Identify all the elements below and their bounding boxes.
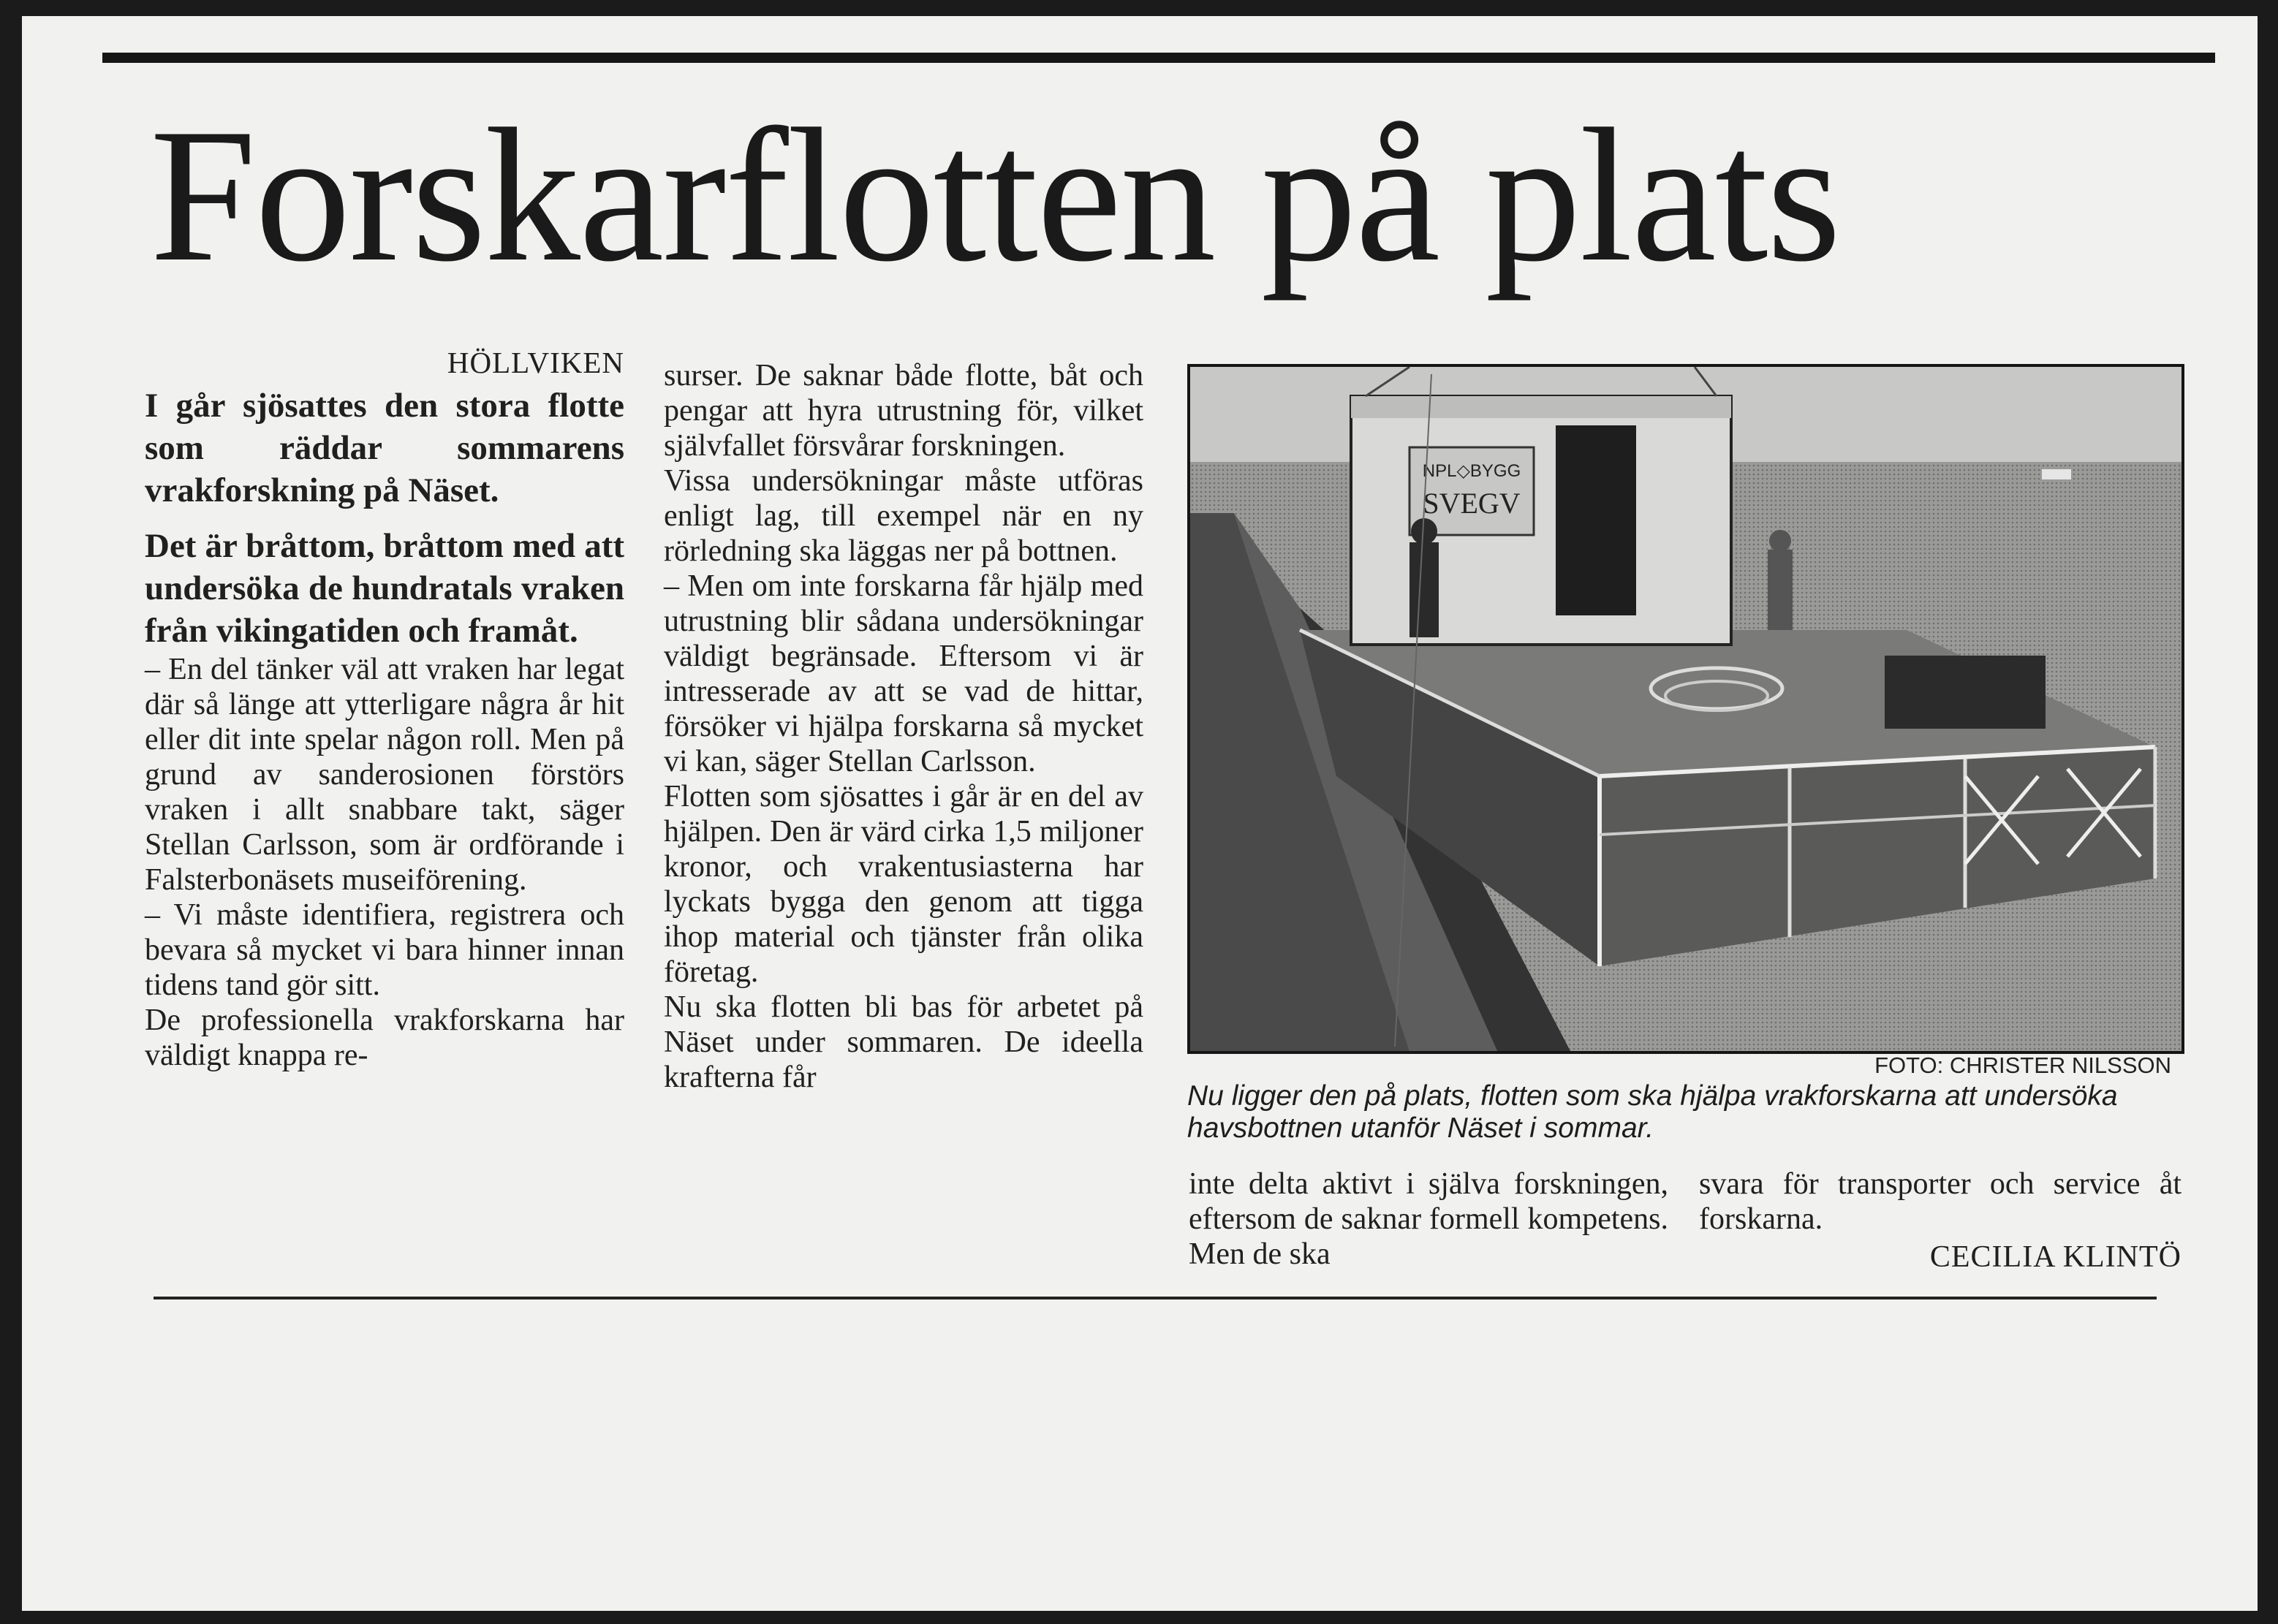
paragraph: inte delta aktivt i själva forskningen, eftersom de saknar formell kompetens. Men de ska	[1189, 1167, 1668, 1271]
column-2	[664, 358, 1143, 1095]
raft-photo	[1187, 364, 2184, 1054]
paragraph: Nu ska flotten bli bas för arbetet på Näset under sommaren. De ideella krafterna får	[664, 990, 1143, 1094]
paragraph: De professionella vrakforskarna har väldigt knappa re-	[145, 1003, 624, 1072]
paragraph: – Men om inte forskarna får hjälp med utrustning blir sådana undersökningar väldigt begränsade. Eftersom vi är intresserade av att se vad de hittar, försöker vi hjälpa forskarna så mycket vi kan, säger Stellan Carlsson.	[664, 569, 1143, 778]
paragraph: svara för transporter och service åt forskarna.	[1699, 1167, 2181, 1236]
top-rule	[102, 53, 2215, 63]
dateline: HÖLLVIKEN	[447, 346, 624, 379]
sign-text-top: NPL◇BYGG	[1422, 461, 1521, 481]
paragraph: – En del tänker väl att vraken har legat där så länge att ytterligare några år hit eller dit inte spelar någon roll. Men på grund av sanderosionen förstörs vraken i allt snabbare takt, säger Stellan Carlsson, som är ordförande i Falsterbonäsets museiförening.	[145, 653, 624, 897]
column-3	[1189, 1166, 1668, 1272]
ingress-1: I går sjösattes den stora flotte som räddar sommarens vrakforskning på Näset.	[145, 387, 624, 509]
column-1	[145, 345, 624, 1073]
photo-credit: FOTO: CHRISTER NILSSON	[1874, 1052, 2171, 1078]
bottom-rule	[154, 1297, 2157, 1299]
column-4	[1699, 1166, 2181, 1275]
paragraph: Vissa undersökningar måste utföras enligt lag, till exempel när en ny rörledning ska läggas ner på bottnen.	[664, 464, 1143, 568]
raft-photo-illustration	[1190, 367, 2181, 1051]
photo-caption: Nu ligger den på plats, flotten som ska hjälpa vrakforskarna att undersöka havsbottnen utanför Näset i sommar.	[1187, 1080, 2118, 1144]
byline: CECILIA KLINTÖ	[1929, 1240, 2181, 1274]
newspaper-clipping	[22, 16, 2258, 1611]
headline: Forskarflotten på plats	[150, 89, 1840, 301]
paragraph: – Vi måste identifiera, registrera och bevara så mycket vi bara hinner innan tidens tand gör sitt.	[145, 898, 624, 1002]
paragraph: Flotten som sjösattes i går är en del av hjälpen. Den är värd cirka 1,5 miljoner kronor, och vrakentusiasterna har lyckats bygga den genom att tigga ihop material och tjänster från olika företag.	[664, 780, 1143, 989]
sign-text-bottom: SVEGV	[1423, 487, 1521, 520]
paragraph: surser. De saknar både flotte, båt och pengar att hyra utrustning för, vilket självfallet försvårar forskningen.	[664, 359, 1143, 463]
ingress-2: Det är bråttom, bråttom med att undersöka de hundratals vraken från vikingatiden och framåt.	[145, 527, 624, 650]
